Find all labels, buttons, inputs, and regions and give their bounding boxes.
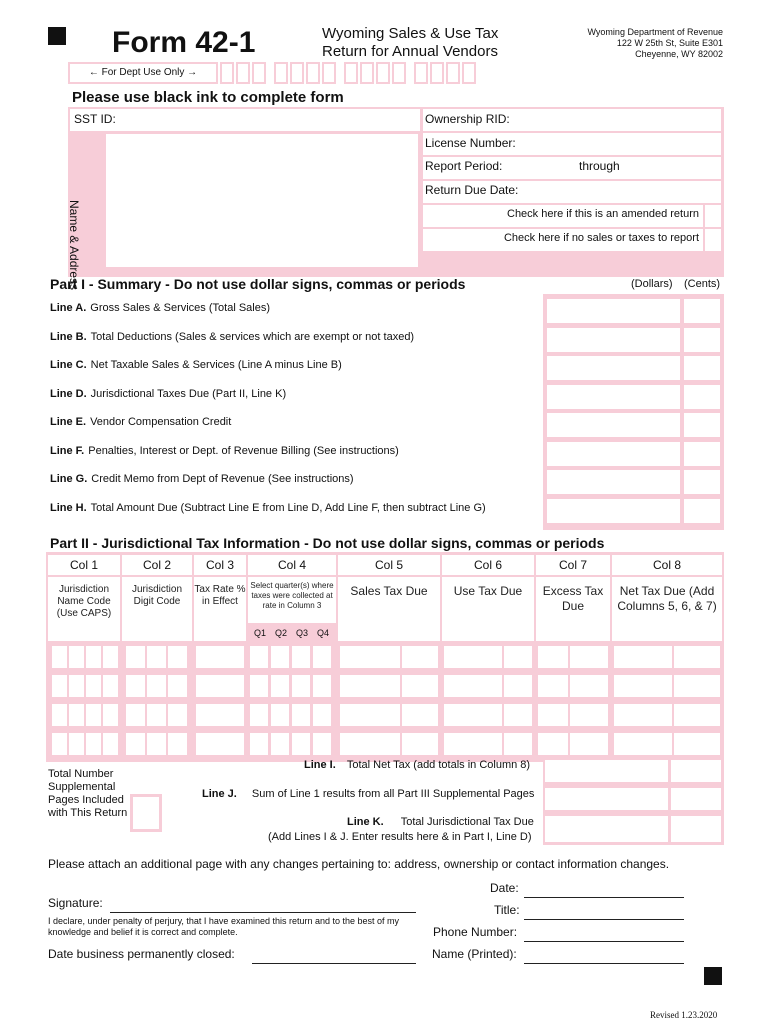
registration-mark-bottom-right (704, 967, 722, 985)
quarter-label: Q2 (274, 628, 287, 638)
line-i-text: Total Net Tax (add totals in Column 8) (346, 759, 531, 771)
part1-dollars-field[interactable] (547, 499, 680, 523)
declaration-text: I declare, under penalty of perjury, that I have examined this return and to the best of my knowledge and belief it is correct and complete. (48, 916, 400, 937)
part1-line (50, 388, 286, 400)
quarter-checkbox[interactable] (271, 704, 289, 726)
line-i-label (304, 759, 530, 771)
part1-line-text: Total Deductions (Sales & services which are exempt or not taxed) (90, 330, 415, 343)
part1-line-key: Line E. (50, 416, 87, 428)
use-tax-dollars-cell[interactable] (444, 675, 502, 697)
jurisdiction-digit-cell[interactable] (147, 704, 166, 726)
amended-checkbox[interactable] (705, 205, 721, 227)
dept-name: Wyoming Department of Revenue (587, 27, 723, 37)
sales-tax-dollars-cell[interactable] (340, 675, 400, 697)
jurisdiction-name-cell[interactable] (103, 646, 118, 668)
dept-cell (392, 62, 406, 84)
sales-tax-cents-cell[interactable] (402, 675, 438, 697)
through-label: through (579, 159, 620, 173)
date-field[interactable] (524, 880, 684, 898)
quarter-checkbox[interactable] (313, 704, 331, 726)
part1-dollars-field[interactable] (547, 385, 680, 409)
jurisdiction-name-cell[interactable] (52, 646, 67, 668)
name-address-text: Name & Address (67, 200, 81, 291)
use-tax-cents-cell[interactable] (504, 733, 532, 755)
dept-use-box (68, 62, 218, 84)
part1-cents-field[interactable] (684, 413, 720, 437)
dept-cell (252, 62, 266, 84)
jurisdiction-name-cell[interactable] (86, 704, 101, 726)
license-number-label: License Number: (425, 136, 516, 150)
part1-line-key: Line H. (50, 501, 87, 514)
part1-line-text: Net Taxable Sales & Services (Line A minus Line B) (90, 359, 342, 371)
part1-dollars-field[interactable] (547, 328, 680, 352)
quarter-checkbox[interactable] (313, 675, 331, 697)
quarter-checkbox[interactable] (313, 646, 331, 668)
no-sales-label: Check here if no sales or taxes to report (503, 232, 699, 244)
jurisdiction-digit-cell[interactable] (126, 646, 145, 668)
part1-cents-field[interactable] (684, 299, 720, 323)
jurisdiction-name-cell[interactable] (69, 646, 84, 668)
quarter-checkbox[interactable] (271, 646, 289, 668)
line-k-text: Total Jurisdictional Tax Due (400, 816, 534, 828)
use-tax-dollars-cell[interactable] (444, 704, 502, 726)
cents-label: (Cents) (684, 278, 721, 290)
part1-cents-field[interactable] (684, 442, 720, 466)
name-printed-label: Name (Printed): (432, 947, 517, 961)
line-k-cents-field[interactable] (671, 816, 721, 842)
jurisdiction-name-cell[interactable] (52, 704, 67, 726)
part1-line-text: Penalties, Interest or Dept. of Revenue Billing (See instructions) (88, 444, 399, 457)
jurisdiction-name-cell[interactable] (103, 675, 118, 697)
return-due-date-label: Return Due Date: (425, 183, 519, 197)
ownership-rid-field[interactable] (423, 109, 721, 131)
revised-date: Revised 1.23.2020 (650, 1010, 718, 1020)
excess-tax-cents-cell[interactable] (570, 704, 608, 726)
jurisdiction-name-cell[interactable] (86, 646, 101, 668)
dept-cell (274, 62, 288, 84)
dept-cell (462, 62, 476, 84)
jurisdiction-digit-cell[interactable] (147, 675, 166, 697)
use-tax-dollars-cell[interactable] (444, 733, 502, 755)
sales-tax-cents-cell[interactable] (402, 733, 438, 755)
jurisdiction-name-cell[interactable] (52, 675, 67, 697)
quarter-label: Q4 (316, 628, 329, 638)
part1-dollars-field[interactable] (547, 413, 680, 437)
part1-line-text: Vendor Compensation Credit (90, 416, 232, 428)
line-j-label (202, 788, 534, 800)
supplemental-label: Total Number Supplemental Pages Included with This Return (48, 768, 128, 819)
part1-line-key: Line B. (50, 330, 87, 343)
title-field[interactable] (524, 902, 684, 920)
jurisdiction-digit-cell[interactable] (147, 646, 166, 668)
jurisdiction-digit-cell[interactable] (168, 733, 187, 755)
part1-line-key: Line D. (50, 387, 87, 400)
dept-cell (446, 62, 460, 84)
col-head: Col 3 (194, 555, 246, 575)
col-head: Col 6 (442, 555, 534, 575)
amended-label: Check here if this is an amended return (507, 208, 699, 220)
dept-use-label: ← For Dept Use Only → (88, 67, 198, 78)
dept-cell (414, 62, 428, 84)
sales-tax-dollars-cell[interactable] (340, 646, 400, 668)
line-i-key: Line I. (304, 759, 336, 771)
line-k-subtext: (Add Lines I & J. Enter results here & in Part I, Line D) (268, 831, 532, 843)
date-label: Date: (490, 881, 519, 895)
part1-line-key: Line F. (50, 444, 85, 457)
part1-line (50, 502, 486, 514)
jurisdiction-name-cell[interactable] (69, 704, 84, 726)
excess-tax-dollars-cell[interactable] (538, 646, 568, 668)
line-j-dollars-field[interactable] (545, 788, 668, 810)
sales-tax-cents-cell[interactable] (402, 704, 438, 726)
jurisdiction-digit-cell[interactable] (126, 733, 145, 755)
part1-dollars-field[interactable] (547, 470, 680, 494)
part1-dollars-field[interactable] (547, 356, 680, 380)
col-head: Col 8 (612, 555, 722, 575)
return-due-date-field[interactable] (423, 181, 721, 203)
jurisdiction-name-cell[interactable] (86, 733, 101, 755)
part1-cents-field[interactable] (684, 470, 720, 494)
use-tax-cents-cell[interactable] (504, 704, 532, 726)
dept-cell (322, 62, 336, 84)
quarter-checkbox[interactable] (250, 733, 268, 755)
col-head: Col 7 (536, 555, 610, 575)
supplemental-box (130, 794, 162, 832)
jurisdiction-digit-cell[interactable] (126, 675, 145, 697)
jurisdiction-name-cell[interactable] (103, 733, 118, 755)
part1-line-text: Total Amount Due (Subtract Line E from Line D, Add Line F, then subtract Line G) (90, 501, 486, 514)
use-tax-cents-cell[interactable] (504, 646, 532, 668)
use-tax-cents-cell[interactable] (504, 675, 532, 697)
jurisdiction-name-cell[interactable] (86, 675, 101, 697)
jurisdiction-digit-cell[interactable] (147, 733, 166, 755)
quarter-checkbox[interactable] (292, 646, 310, 668)
name-address-field[interactable] (106, 134, 418, 267)
quarter-checkbox[interactable] (250, 646, 268, 668)
col-desc: Jurisdiction Name Code (Use CAPS) (48, 577, 120, 641)
quarter-label: Q1 (253, 628, 266, 638)
quarter-checkbox[interactable] (292, 675, 310, 697)
part1-line-key: Line G. (50, 473, 88, 485)
quarter-label: Q3 (295, 628, 308, 638)
net-tax-cents-cell[interactable] (674, 646, 720, 668)
quarter-checkbox[interactable] (313, 733, 331, 755)
part1-dollars-field[interactable] (547, 299, 680, 323)
net-tax-cents-cell[interactable] (674, 675, 720, 697)
line-k-dollars-field[interactable] (545, 816, 668, 842)
jurisdiction-digit-cell[interactable] (168, 675, 187, 697)
excess-tax-cents-cell[interactable] (570, 646, 608, 668)
dollars-label: (Dollars) (631, 278, 673, 290)
jurisdiction-name-cell[interactable] (69, 675, 84, 697)
line-k-key: Line K. (347, 816, 384, 828)
col-desc: Excess Tax Due (536, 577, 610, 641)
quarter-checkbox[interactable] (292, 733, 310, 755)
col-desc: Net Tax Due (Add Columns 5, 6, & 7) (612, 577, 722, 641)
sales-tax-dollars-cell[interactable] (340, 704, 400, 726)
phone-label: Phone Number: (433, 925, 518, 939)
title-label: Title: (494, 903, 520, 917)
license-number-field[interactable] (423, 133, 721, 155)
part1-line (50, 473, 354, 485)
ink-notice: Please use black ink to complete form (72, 89, 344, 106)
dept-cell (290, 62, 304, 84)
col-head: Col 2 (122, 555, 192, 575)
report-period-label: Report Period: (425, 159, 503, 173)
tax-rate-cell[interactable] (196, 704, 244, 726)
quarter-checkbox[interactable] (250, 675, 268, 697)
tax-rate-cell[interactable] (196, 646, 244, 668)
part1-line (50, 302, 270, 314)
part1-line (50, 416, 231, 428)
tax-rate-cell[interactable] (196, 733, 244, 755)
sales-tax-cents-cell[interactable] (402, 646, 438, 668)
sst-id-field[interactable] (70, 109, 420, 131)
net-tax-cents-cell[interactable] (674, 704, 720, 726)
col-desc: Jurisdiction Digit Code (122, 577, 192, 641)
tax-rate-cell[interactable] (196, 675, 244, 697)
line-j-text: Sum of Line 1 results from all Part III Supplemental Pages (251, 788, 535, 800)
dept-cell (220, 62, 234, 84)
part1-cents-field[interactable] (684, 385, 720, 409)
jurisdiction-digit-cell[interactable] (126, 704, 145, 726)
col-head: Col 5 (338, 555, 440, 575)
dept-cell (306, 62, 320, 84)
supplemental-field[interactable] (133, 797, 159, 829)
part1-cents-field[interactable] (684, 328, 720, 352)
jurisdiction-digit-cell[interactable] (168, 704, 187, 726)
excess-tax-cents-cell[interactable] (570, 675, 608, 697)
phone-field[interactable] (524, 924, 684, 942)
part1-line (50, 445, 399, 457)
col-desc: Select quarter(s) where taxes were collected at rate in Column 3 (248, 577, 336, 623)
dept-cell (360, 62, 374, 84)
signature-field[interactable] (110, 895, 416, 913)
dept-cell (344, 62, 358, 84)
part1-line (50, 359, 342, 371)
signature-label: Signature: (48, 896, 103, 910)
registration-mark-top-left (48, 27, 66, 45)
part1-line (50, 331, 414, 343)
quarter-checkbox[interactable] (292, 704, 310, 726)
form-title: Form 42-1 (112, 26, 256, 59)
excess-tax-cents-cell[interactable] (570, 733, 608, 755)
col-head: Col 4 (248, 555, 336, 575)
attach-notice: Please attach an additional page with any changes pertaining to: address, ownership or contact information changes. (48, 857, 670, 871)
use-tax-dollars-cell[interactable] (444, 646, 502, 668)
part1-line-key: Line C. (50, 359, 87, 371)
col-desc: Tax Rate % in Effect (194, 577, 246, 641)
ownership-rid-label: Ownership RID: (425, 112, 510, 126)
dept-cell (236, 62, 250, 84)
net-tax-dollars-cell[interactable] (614, 733, 672, 755)
amended-row (423, 205, 703, 227)
no-sales-row (423, 229, 703, 251)
report-period-field[interactable] (423, 157, 721, 179)
closed-date-field[interactable] (252, 946, 416, 964)
dept-city: Cheyenne, WY 82002 (635, 49, 723, 59)
part1-line-text: Gross Sales & Services (Total Sales) (90, 302, 270, 314)
dept-cell (430, 62, 444, 84)
line-i-dollars-field[interactable] (545, 760, 668, 782)
part1-title: Part I - Summary - Do not use dollar signs, commas or periods (50, 276, 466, 292)
sales-tax-dollars-cell[interactable] (340, 733, 400, 755)
quarter-checkbox[interactable] (271, 675, 289, 697)
net-tax-cents-cell[interactable] (674, 733, 720, 755)
line-k-label (347, 816, 534, 828)
net-tax-dollars-cell[interactable] (614, 704, 672, 726)
col-desc: Sales Tax Due (338, 577, 440, 641)
no-sales-checkbox[interactable] (705, 229, 721, 251)
line-j-cents-field[interactable] (671, 788, 721, 810)
excess-tax-dollars-cell[interactable] (538, 675, 568, 697)
jurisdiction-name-cell[interactable] (103, 704, 118, 726)
line-j-key: Line J. (202, 788, 237, 800)
jurisdiction-name-cell[interactable] (69, 733, 84, 755)
part1-dollars-field[interactable] (547, 442, 680, 466)
col-desc: Use Tax Due (442, 577, 534, 641)
excess-tax-dollars-cell[interactable] (538, 704, 568, 726)
col-head: Col 1 (48, 555, 120, 575)
line-i-cents-field[interactable] (671, 760, 721, 782)
excess-tax-dollars-cell[interactable] (538, 733, 568, 755)
dept-cell (376, 62, 390, 84)
tax-title-line2: Return for Annual Vendors (322, 43, 498, 60)
tax-title-line1: Wyoming Sales & Use Tax (322, 25, 499, 42)
jurisdiction-digit-cell[interactable] (168, 646, 187, 668)
part2-title: Part II - Jurisdictional Tax Information - Do not use dollar signs, commas or periods (50, 535, 605, 551)
sst-id-label: SST ID: (74, 112, 116, 126)
part1-cents-field[interactable] (684, 499, 720, 523)
part1-line-key: Line A. (50, 302, 87, 314)
net-tax-dollars-cell[interactable] (614, 675, 672, 697)
jurisdiction-name-cell[interactable] (52, 733, 67, 755)
quarter-checkbox[interactable] (250, 704, 268, 726)
part1-line-text: Credit Memo from Dept of Revenue (See instructions) (91, 473, 354, 485)
dept-address: 122 W 25th St, Suite E301 (616, 38, 723, 48)
closed-label: Date business permanently closed: (48, 947, 235, 961)
name-printed-field[interactable] (524, 946, 684, 964)
part1-line-text: Jurisdictional Taxes Due (Part II, Line K) (90, 387, 287, 400)
part1-cents-field[interactable] (684, 356, 720, 380)
net-tax-dollars-cell[interactable] (614, 646, 672, 668)
quarter-checkbox[interactable] (271, 733, 289, 755)
